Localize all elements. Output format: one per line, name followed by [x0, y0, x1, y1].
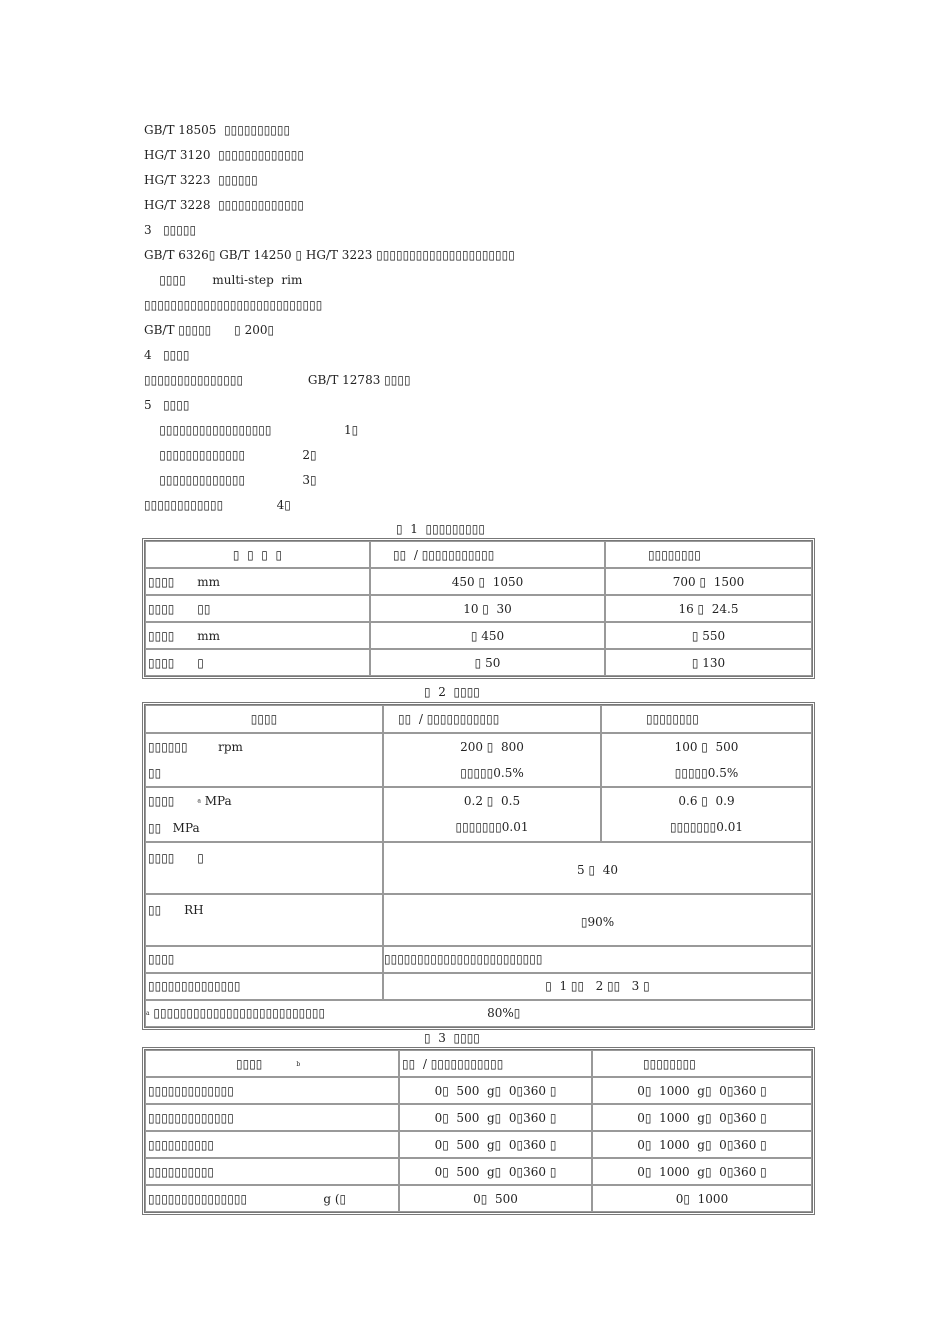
table-cell: ▯▯▯▯ mm — [145, 622, 370, 649]
table-row — [145, 973, 812, 1000]
table-cell: 700 ▯ 1500 — [605, 568, 812, 595]
table-cell: 0▯ 500 g▯ 0▯360 ▯ — [399, 1131, 592, 1158]
table-row — [145, 649, 812, 676]
table-cell: ▯▯ RH — [145, 894, 383, 946]
table-cell: ▯▯▯▯ — [145, 946, 383, 973]
speed-label: ▯▯▯▯▯▯ rpm — [148, 740, 243, 754]
table-header-cell: ▯▯ / ▯▯▯▯▯▯▯▯▯▯▯ — [383, 705, 601, 733]
footnote-marker: a — [146, 1010, 150, 1017]
pressure-accuracy-a: ▯▯▯▯▯▯▯0.01 — [455, 820, 529, 835]
table-header-cell: ▯▯▯▯ — [145, 705, 383, 733]
pressure-label: ▯▯▯▯ — [148, 794, 198, 808]
table-1-title: ▯ 1 ▯▯▯▯▯▯▯▯▯ — [396, 522, 485, 536]
table-3 — [142, 1047, 815, 1215]
speed-range-a: 200 ▯ 800 — [460, 740, 524, 754]
table-cell: ▯▯▯▯▯▯▯▯▯▯▯▯▯▯ — [145, 973, 383, 1000]
table-cell: ▯ 50 — [370, 649, 605, 676]
footnote-marker: a — [197, 797, 201, 805]
table-cell: 0▯ 500 — [399, 1185, 592, 1212]
table-cell: ▯▯▯▯▯▯▯▯▯▯ — [145, 1131, 399, 1158]
table-cell: 0▯ 1000 g▯ 0▯360 ▯ — [592, 1158, 812, 1185]
table-cell: ▯▯▯▯ mm — [145, 568, 370, 595]
table-cell: ▯90% — [383, 894, 812, 946]
table-cell: 5 ▯ 40 — [383, 842, 812, 894]
text-line: ▯▯▯▯▯▯▯▯▯▯▯▯▯ 2▯ — [144, 448, 317, 462]
text-line: ▯▯▯▯ multi-step rim — [144, 273, 303, 287]
pressure-accuracy-b: ▯▯▯▯▯▯▯0.01 — [670, 820, 743, 835]
table-header-cell: ▯ ▯ ▯ ▯ — [145, 541, 370, 568]
table-header-cell: ▯▯ / ▯▯▯▯▯▯▯▯▯▯▯ — [370, 541, 605, 568]
table-cell: 16 ▯ 24.5 — [605, 595, 812, 622]
table-2 — [142, 702, 815, 1030]
table-row — [145, 1131, 812, 1158]
table-cell: 0▯ 500 g▯ 0▯360 ▯ — [399, 1077, 592, 1104]
section-heading: 5 ▯▯▯▯ — [144, 398, 190, 412]
table-cell: 0▯ 1000 g▯ 0▯360 ▯ — [592, 1131, 812, 1158]
text-line: ▯▯▯▯▯▯▯▯▯▯▯▯▯▯▯▯▯▯▯▯▯▯▯▯▯▯▯ — [144, 298, 323, 312]
text-line: ▯▯▯▯▯▯▯▯▯▯▯▯ 4▯ — [144, 498, 291, 512]
table-cell: 0▯ 1000 — [592, 1185, 812, 1212]
table-row — [145, 946, 812, 973]
text-line: GB/T ▯▯▯▯▯ ▯ 200▯ — [144, 323, 275, 337]
table-cell: ▯▯▯▯▯▯▯▯▯▯▯▯▯▯▯ g (▯ — [145, 1185, 399, 1212]
table-cell: ▯▯▯▯▯▯▯▯▯▯ — [145, 1158, 399, 1185]
text-line: ▯▯▯▯▯▯▯▯▯▯▯▯▯ 3▯ — [144, 473, 317, 487]
table-row — [145, 1077, 812, 1104]
table-cell: ▯▯▯▯▯▯▯▯▯▯▯▯▯ — [145, 1104, 399, 1131]
table-cell: ▯ 1 ▯▯ 2 ▯▯ 3 ▯ — [383, 973, 812, 1000]
table-row — [145, 1185, 812, 1212]
table-cell: 0▯ 1000 g▯ 0▯360 ▯ — [592, 1104, 812, 1131]
section-heading: 4 ▯▯▯▯ — [144, 348, 190, 362]
pressure-unit: MPa — [200, 794, 232, 808]
pressure-label-2: ▯▯ MPa — [148, 820, 200, 835]
footnote-marker: b — [296, 1060, 301, 1068]
text-line: ▯▯▯▯▯▯▯▯▯▯▯▯▯▯▯ GB/T 12783 ▯▯▯▯ — [144, 373, 411, 387]
table-cell: 0▯ 500 g▯ 0▯360 ▯ — [399, 1104, 592, 1131]
table-row — [145, 622, 812, 649]
pressure-range-b: 0.6 ▯ 0.9 — [678, 794, 735, 809]
table-cell: ▯ 450 — [370, 622, 605, 649]
table-2-title: ▯ 2 ▯▯▯▯ — [424, 685, 480, 699]
table-cell: 0▯ 1000 g▯ 0▯360 ▯ — [592, 1077, 812, 1104]
footnote-value: 80%▯ — [487, 1006, 521, 1020]
speed-accuracy-b: ▯▯▯▯▯0.5% — [674, 766, 739, 780]
table-cell: 450 ▯ 1050 — [370, 568, 605, 595]
speed-accuracy-a: ▯▯▯▯▯0.5% — [460, 766, 524, 780]
table-cell: ▯ 130 — [605, 649, 812, 676]
text-line: HG/T 3228 ▯▯▯▯▯▯▯▯▯▯▯▯▯ — [144, 198, 304, 212]
speed-range-b: 100 ▯ 500 — [674, 740, 739, 754]
footnote-text: ▯▯▯▯▯▯▯▯▯▯▯▯▯▯▯▯▯▯▯▯▯▯▯▯▯▯ — [149, 1006, 326, 1020]
table-row — [145, 894, 812, 946]
table-row — [145, 1104, 812, 1131]
table-row — [145, 595, 812, 622]
text-line: HG/T 3223 ▯▯▯▯▯▯ — [144, 173, 258, 187]
table-header-cell: ▯▯▯▯ — [236, 1056, 263, 1071]
speed-label-2: ▯▯ — [148, 766, 162, 780]
table-header-cell: ▯▯▯▯▯▯▯▯ — [592, 1050, 812, 1077]
table-1 — [142, 538, 815, 679]
text-line: GB/T 6326▯ GB/T 14250 ▯ HG/T 3223 ▯▯▯▯▯▯▯▯▯▯▯▯▯▯▯▯▯▯▯▯▯ — [144, 248, 515, 262]
table-cell: 10 ▯ 30 — [370, 595, 605, 622]
table-header-cell: ▯▯▯▯▯▯▯▯ — [605, 541, 812, 568]
table-row — [145, 787, 812, 842]
table-cell: ▯▯▯▯▯▯▯▯▯▯▯▯▯▯▯▯▯▯▯▯▯▯▯▯ — [383, 946, 812, 973]
pressure-range-a: 0.2 ▯ 0.5 — [463, 794, 521, 809]
table-cell: ▯ 550 — [605, 622, 812, 649]
table-3-title: ▯ 3 ▯▯▯▯ — [424, 1031, 480, 1045]
text-line: GB/T 18505 ▯▯▯▯▯▯▯▯▯▯ — [144, 123, 291, 137]
table-cell: ▯▯▯▯ ▯ — [145, 649, 370, 676]
text-line: ▯▯▯▯▯▯▯▯▯▯▯▯▯▯▯▯▯ 1▯ — [144, 423, 359, 437]
table-cell: ▯▯▯▯ ▯ — [145, 842, 383, 894]
text-line: HG/T 3120 ▯▯▯▯▯▯▯▯▯▯▯▯▯ — [144, 148, 304, 162]
table-cell: ▯▯▯▯▯▯▯▯▯▯▯▯▯ — [145, 1077, 399, 1104]
table-row — [145, 1158, 812, 1185]
table-row — [145, 733, 812, 787]
table-cell: 0▯ 500 g▯ 0▯360 ▯ — [399, 1158, 592, 1185]
table-row — [145, 568, 812, 595]
table-header-cell: ▯▯▯▯▯▯▯▯ — [601, 705, 812, 733]
table-row — [145, 842, 812, 894]
table-cell: ▯▯▯▯ ▯▯ — [145, 595, 370, 622]
table-header-cell: ▯▯ / ▯▯▯▯▯▯▯▯▯▯▯ — [399, 1050, 592, 1077]
table-footnote-row — [145, 1000, 812, 1027]
section-heading: 3 ▯▯▯▯▯ — [144, 223, 197, 237]
